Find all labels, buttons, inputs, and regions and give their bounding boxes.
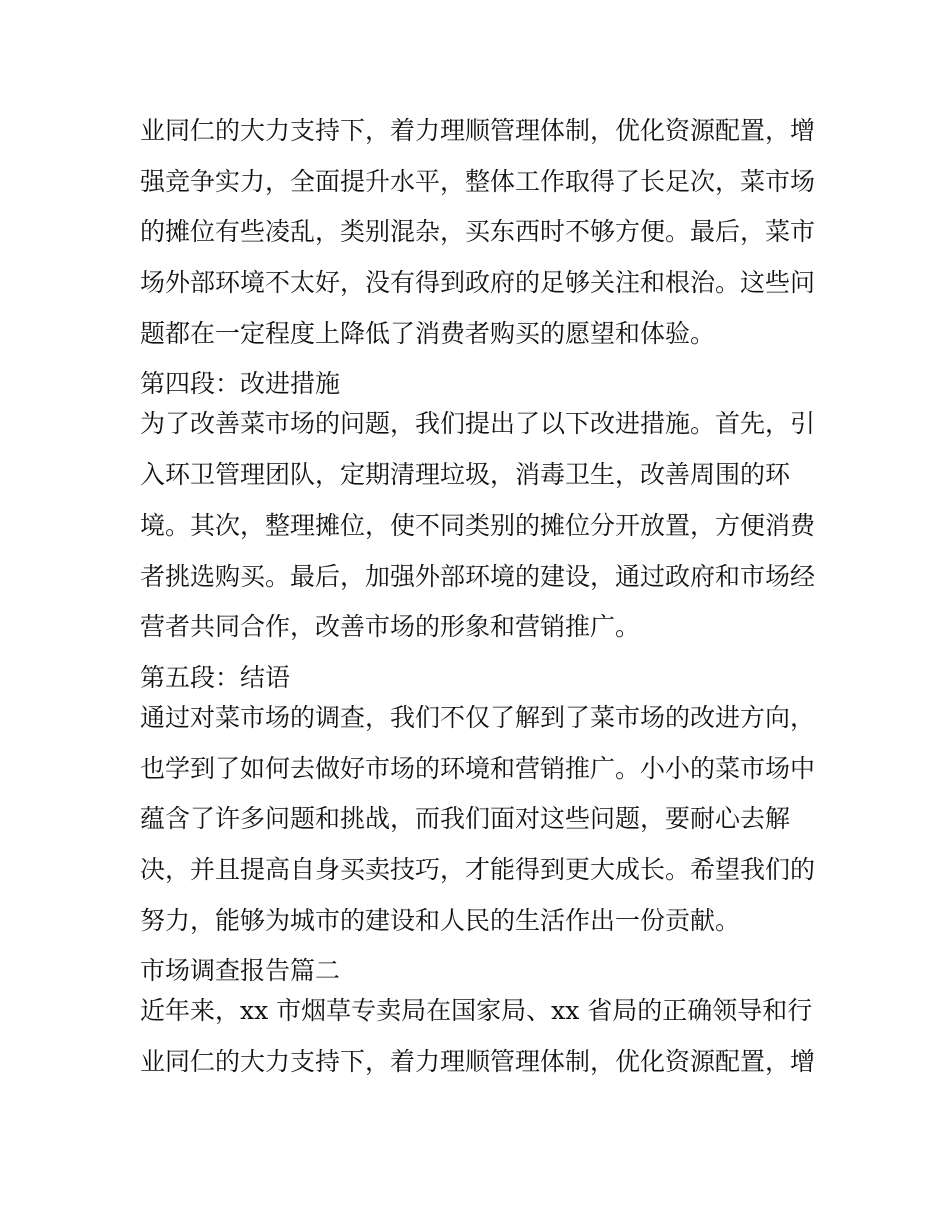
paragraph-line: 近年来，xx 市烟草专卖局在国家局、xx 省局的正确领导和行 [140, 996, 813, 1026]
paragraph-line: 努力，能够为城市的建设和人民的生活作出一份贡献。 [140, 905, 741, 935]
paragraph-line: 者挑选购买。最后，加强外部环境的建设，通过政府和市场经 [140, 561, 815, 591]
section-heading: 市场调查报告篇二 [140, 956, 341, 986]
paragraph-line: 通过对菜市场的调查，我们不仅了解到了菜市场的改进方向， [140, 702, 815, 732]
paragraph-line: 场外部环境不太好，没有得到政府的足够关注和根治。这些问 [140, 268, 815, 298]
paragraph-line: 蕴含了许多问题和挑战，而我们面对这些问题，要耐心去解 [140, 804, 791, 834]
paragraph-line: 业同仁的大力支持下，着力理顺管理体制，优化资源配置，增 [140, 116, 815, 145]
paragraph-line: 营者共同合作，改善市场的形象和营销推广。 [140, 612, 641, 642]
document-text [140, 111, 815, 1093]
paragraph-line: 业同仁的大力支持下，着力理顺管理体制，优化资源配置，增 [140, 1047, 815, 1076]
section-heading: 第四段：改进措施 [140, 369, 341, 399]
paragraph-line: 决，并且提高自身买卖技巧，才能得到更大成长。希望我们的 [140, 854, 815, 884]
paragraph-line: 也学到了如何去做好市场的环境和营销推广。小小的菜市场中 [140, 753, 815, 783]
paragraph-line: 为了改善菜市场的问题，我们提出了以下改进措施。首先，引 [140, 409, 815, 439]
paragraph-line: 强竞争实力，全面提升水平，整体工作取得了长足次，菜市场 [140, 166, 815, 196]
paragraph-line: 境。其次，整理摊位，使不同类别的摊位分开放置，方便消费 [140, 510, 815, 540]
section-heading: 第五段：结语 [140, 662, 291, 692]
paragraph-line: 的摊位有些凌乱，类别混杂，买东西时不够方便。最后，菜市 [140, 217, 815, 247]
paragraph-line: 题都在一定程度上降低了消费者购买的愿望和体验。 [140, 318, 716, 348]
paragraph-line: 入环卫管理团队，定期清理垃圾，消毒卫生，改善周围的环 [140, 460, 791, 490]
